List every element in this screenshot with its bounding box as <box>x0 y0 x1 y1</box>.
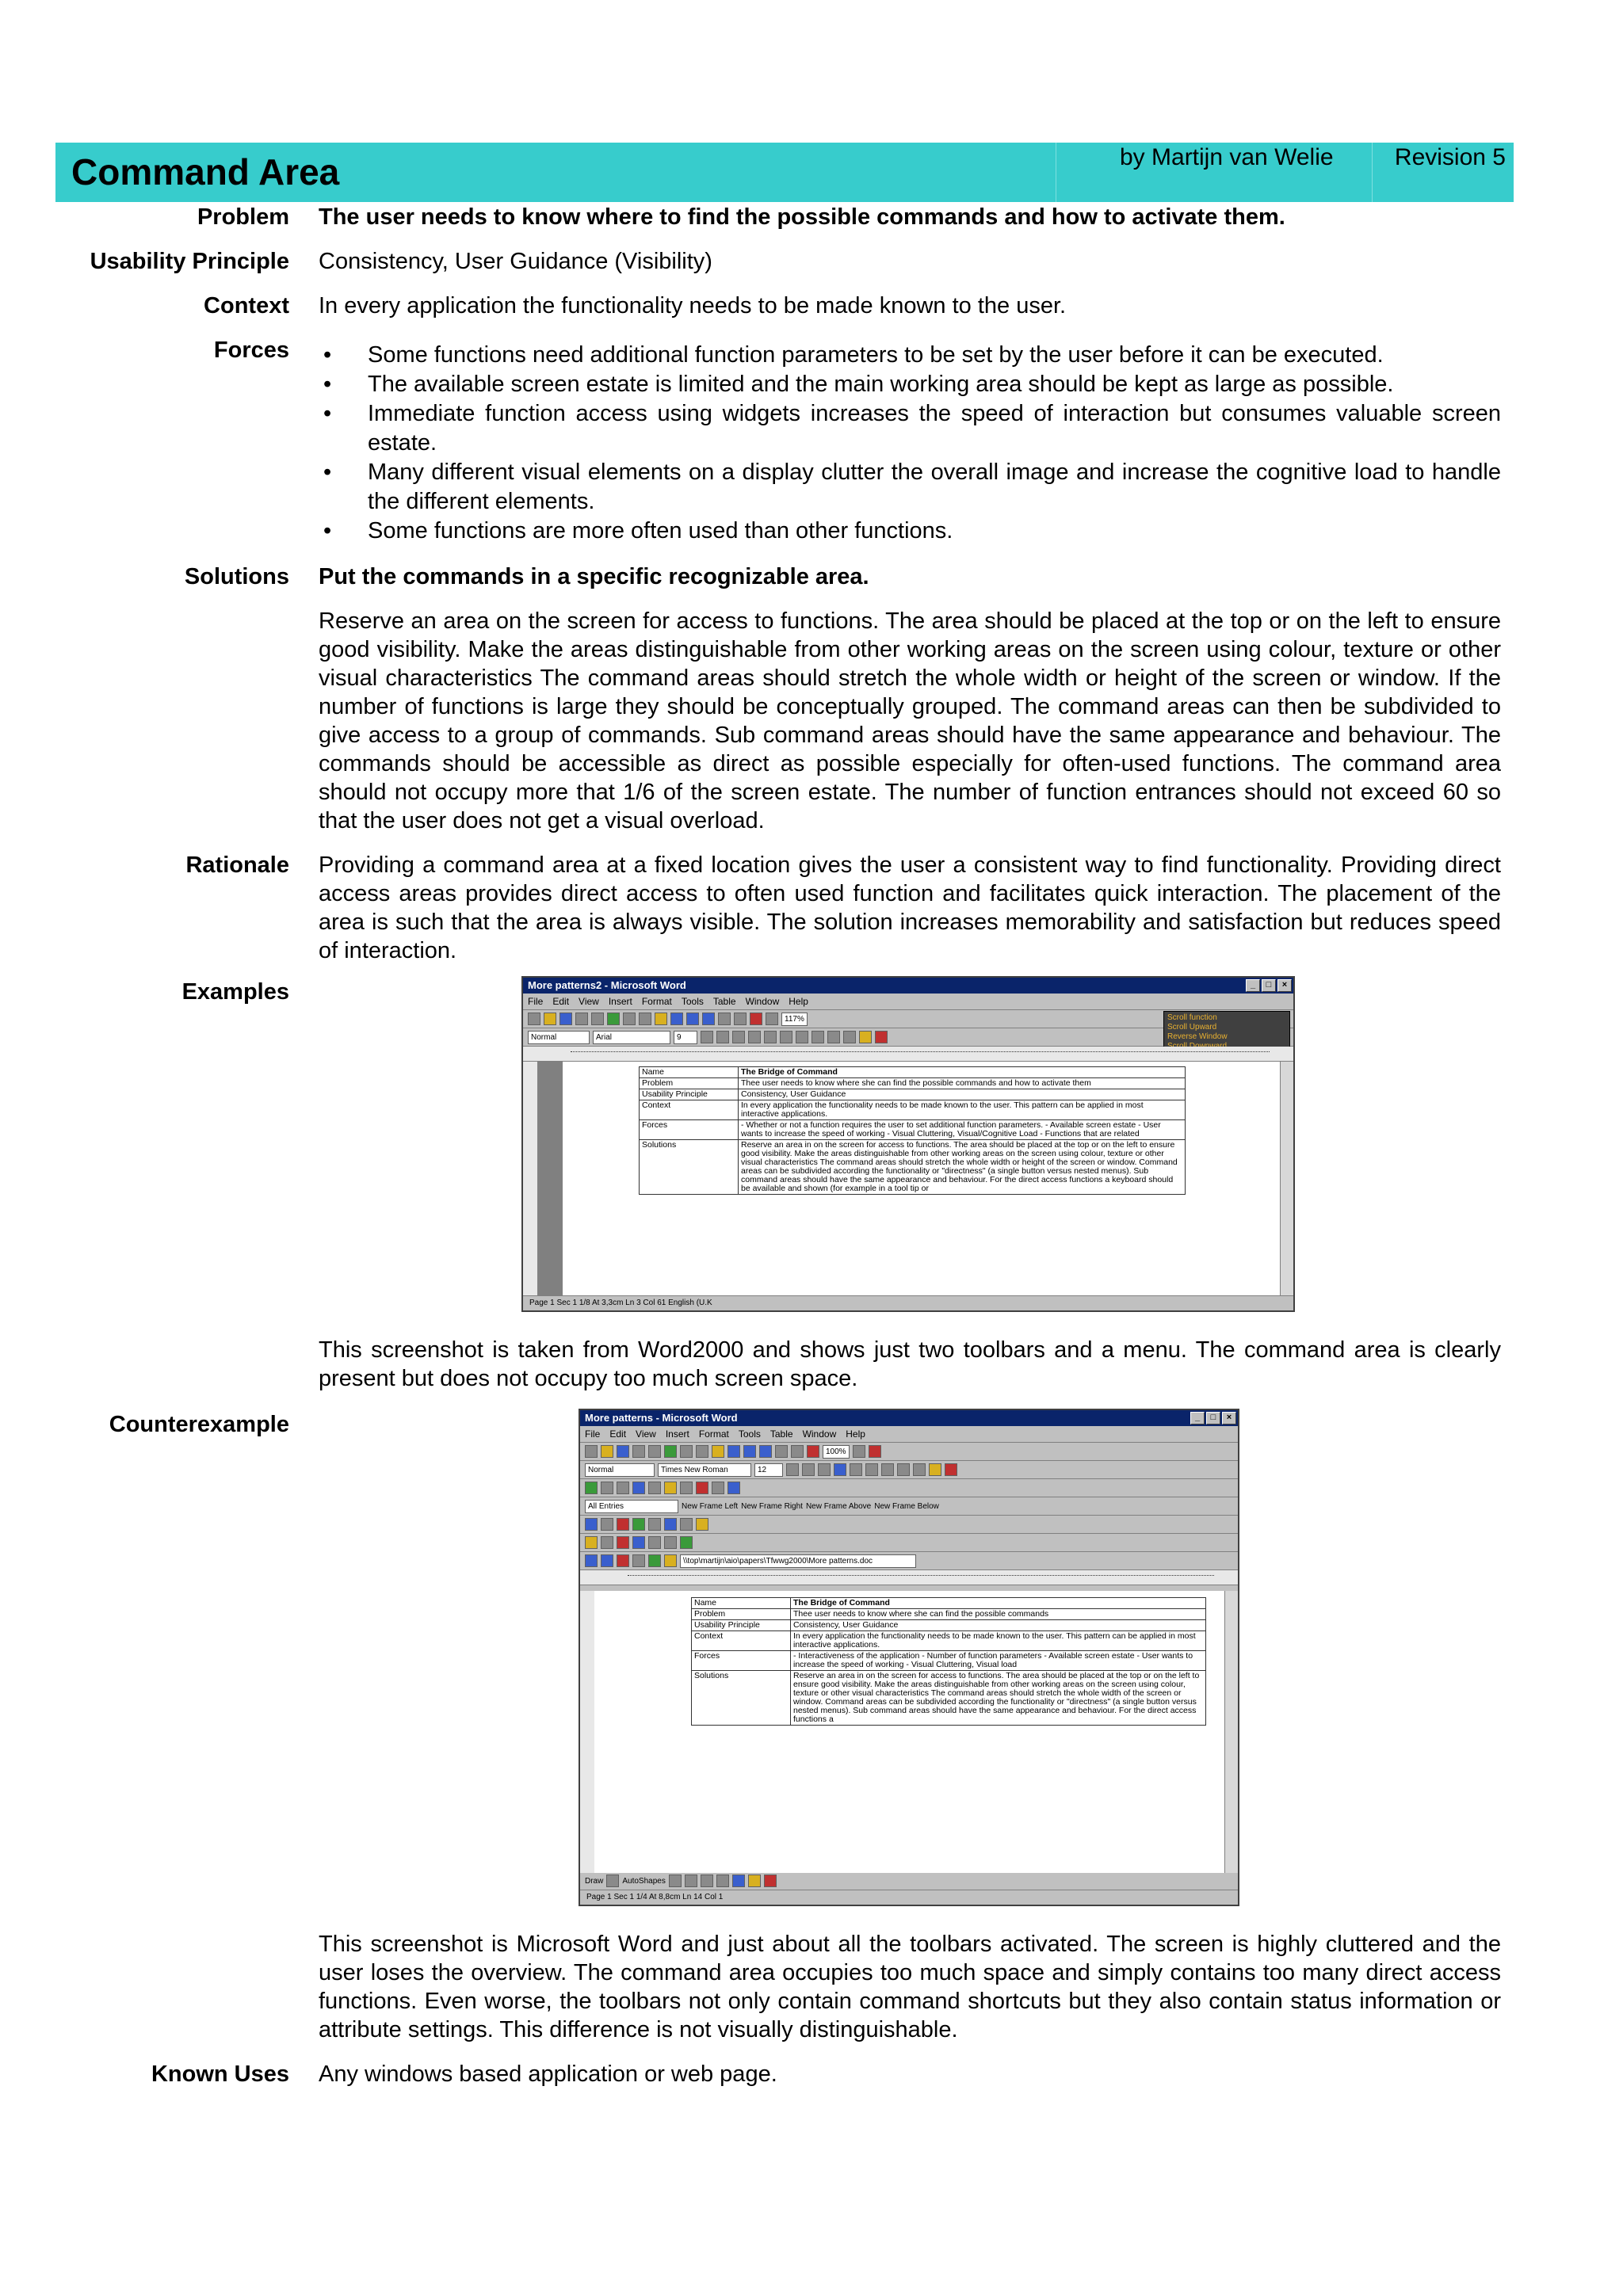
sort-icon[interactable] <box>632 1518 645 1531</box>
align-right-icon[interactable] <box>780 1031 792 1043</box>
doc-table-key: Forces <box>692 1651 791 1671</box>
doc-table-key: Forces <box>640 1120 739 1140</box>
example-vertical-ruler <box>523 1062 538 1296</box>
counter-standard-toolbar <box>580 1443 1238 1461</box>
menu-format[interactable]: Format <box>698 1428 729 1440</box>
solutions-text: Reserve an area on the screen for access to functions. The area should be placed at the top or on the left to ensure good visibility. Make the areas distinguishable from other working areas on the screen using colour, texture or other visual characteristics The command areas should stretch the whole width or height of the screen or window. If the number of functions is large they should be conceptually grouped. The command areas can then be subdivided to give access to a group of commands. Sub command areas should have the same appearance and behaviour. The commands should be accessible as direct as possible especially for often-used functions. The command area should not occupy more that 1/6 of the screen estate. The number of function entrances should not exceed 60 so that the user does not get a visual overload. <box>319 608 1501 833</box>
forces-item: • Immediate function access using widgets increases the speed of interaction but consumes valuable screen estate. <box>319 399 1501 458</box>
menu-format[interactable]: Format <box>641 996 672 1007</box>
preview-icon[interactable] <box>648 1445 661 1458</box>
paste-all-icon[interactable] <box>664 1482 677 1494</box>
comment-icon[interactable] <box>601 1518 613 1531</box>
context-text: In every application the functionality needs to be made known to the user. <box>319 293 1067 318</box>
solutions-label: Solutions <box>184 564 289 589</box>
arrow-icon[interactable] <box>685 1875 697 1887</box>
menu-insert[interactable]: Insert <box>608 996 632 1007</box>
menu-window[interactable]: Window <box>745 996 780 1007</box>
revision-label: Revision 5 <box>1394 144 1506 170</box>
doc-table-key: Name <box>640 1067 739 1078</box>
doc-table-key: Solutions <box>692 1671 791 1726</box>
counter-forms-toolbar <box>580 1479 1238 1497</box>
drawing-icon[interactable] <box>807 1445 819 1458</box>
doc-table-key: Context <box>640 1100 739 1120</box>
example-window-title: More patterns2 - Microsoft Word <box>528 979 686 991</box>
redo-icon[interactable] <box>686 1013 699 1025</box>
columns-icon[interactable] <box>734 1013 747 1025</box>
shapes-icon[interactable] <box>601 1536 613 1549</box>
counter-statusbar: Page 1 Sec 1 1/4 At 8,8cm Ln 14 Col 1 <box>580 1890 1238 1905</box>
rationale-label: Rationale <box>185 852 289 878</box>
counter-titlebar <box>580 1410 1238 1426</box>
doc-table-key: Name <box>692 1598 791 1609</box>
filter-icon[interactable] <box>648 1518 661 1531</box>
font-color-icon[interactable] <box>945 1463 957 1476</box>
counter-menubar <box>580 1426 1238 1443</box>
macro-icon[interactable] <box>696 1518 708 1531</box>
pattern-title: Command Area <box>71 151 340 193</box>
counter-vertical-ruler <box>580 1591 595 1873</box>
back-icon[interactable] <box>585 1554 598 1567</box>
counter-review-toolbar <box>580 1516 1238 1534</box>
frame-above-button[interactable]: New Frame Above <box>805 1501 872 1511</box>
example-menubar <box>523 994 1293 1010</box>
doc-table-value: In every application the functionality needs to be made known to the user. This pattern can be applied in most interactive applications. <box>791 1631 1206 1651</box>
address-input[interactable]: \\top\martijn\aio\papers\Tfwwg2000\More patterns.doc <box>680 1554 916 1568</box>
author-line: by Martijn van Welie <box>1056 143 1373 202</box>
frame-below-button[interactable]: New Frame Below <box>874 1501 939 1511</box>
control-icon[interactable] <box>632 1482 645 1494</box>
bold-icon[interactable] <box>786 1463 799 1476</box>
checkbox-icon[interactable] <box>601 1482 613 1494</box>
counter-draw-toolbar <box>580 1872 1238 1890</box>
open-icon[interactable] <box>601 1445 613 1458</box>
close-icon: × <box>1277 979 1292 992</box>
crop-icon[interactable] <box>632 1536 645 1549</box>
menu-window[interactable]: Window <box>802 1428 837 1440</box>
font-select[interactable]: Arial <box>593 1031 670 1044</box>
review-icon[interactable] <box>585 1518 598 1531</box>
open-icon[interactable] <box>544 1013 556 1025</box>
favorites-icon[interactable] <box>664 1554 677 1567</box>
menu-help[interactable]: Help <box>846 1428 865 1440</box>
menu-edit[interactable]: Edit <box>609 1428 627 1440</box>
security-icon[interactable] <box>664 1518 677 1531</box>
line-icon[interactable] <box>669 1875 682 1887</box>
print-icon[interactable] <box>632 1445 645 1458</box>
pilcrow-icon[interactable] <box>766 1013 778 1025</box>
spell-icon[interactable] <box>664 1445 677 1458</box>
forces-label: Forces <box>213 338 289 363</box>
forces-list <box>319 341 1501 546</box>
hyperlink-icon[interactable] <box>702 1013 715 1025</box>
menu-edit[interactable]: Edit <box>552 996 570 1007</box>
solutions-headline: Put the commands in a specific recognizable area. <box>319 564 869 589</box>
cut-icon[interactable] <box>623 1013 636 1025</box>
problem-label: Problem <box>197 204 289 230</box>
doc-table-value: Thee user needs to know where she can find the possible commands <box>791 1609 1206 1620</box>
autoshapes-menu[interactable]: AutoShapes <box>622 1876 666 1886</box>
counter-frames-toolbar <box>580 1497 1238 1516</box>
hyperlink-icon[interactable] <box>759 1445 772 1458</box>
known-uses-text: Any windows based application or web page. <box>319 2061 777 2087</box>
example-document-area <box>523 1062 1293 1296</box>
menu-file[interactable]: File <box>528 996 544 1007</box>
forces-item: • Some functions are more often used than other functions. <box>319 517 1501 546</box>
menu-table[interactable]: Table <box>712 996 736 1007</box>
align-left-icon[interactable] <box>748 1031 761 1043</box>
redo-icon[interactable] <box>743 1445 756 1458</box>
numbering-icon[interactable] <box>812 1031 824 1043</box>
popup-title: Scroll function <box>1167 1013 1217 1022</box>
new-icon[interactable] <box>528 1013 540 1025</box>
align-left-icon[interactable] <box>834 1463 846 1476</box>
paste-icon[interactable] <box>712 1445 724 1458</box>
frame-icon[interactable] <box>712 1482 724 1494</box>
textbox-icon[interactable] <box>648 1482 661 1494</box>
bullets-icon[interactable] <box>827 1031 840 1043</box>
justify-icon[interactable] <box>796 1031 808 1043</box>
menu-view[interactable]: View <box>636 1428 656 1440</box>
line-color-icon[interactable] <box>764 1875 777 1887</box>
example-titlebar <box>523 978 1293 994</box>
counter-doc-table <box>691 1597 1206 1726</box>
usability-text: Consistency, User Guidance (Visibility) <box>319 249 712 274</box>
track-icon[interactable] <box>617 1518 629 1531</box>
minimize-icon: _ <box>1246 979 1260 992</box>
doc-table-value: The Bridge of Command <box>791 1598 1206 1609</box>
abl-icon[interactable] <box>696 1482 708 1494</box>
entries-select[interactable]: All Entries <box>585 1500 678 1513</box>
forward-icon[interactable] <box>601 1554 613 1567</box>
oval-icon[interactable] <box>716 1875 729 1887</box>
align-center-icon[interactable] <box>764 1031 777 1043</box>
counter-drawing-toolbar <box>580 1534 1238 1552</box>
align-center-icon[interactable] <box>850 1463 862 1476</box>
zoom-select[interactable]: 100% <box>823 1445 850 1459</box>
stop-icon[interactable] <box>617 1554 629 1567</box>
size-select[interactable]: 12 <box>754 1463 783 1477</box>
items-icon[interactable] <box>680 1482 693 1494</box>
style-select[interactable]: Normal <box>528 1031 590 1044</box>
draw-menu[interactable]: Draw <box>585 1876 604 1886</box>
print-icon[interactable] <box>575 1013 588 1025</box>
doc-table-key: Context <box>692 1631 791 1651</box>
doc-table-value: The Bridge of Command <box>739 1067 1186 1078</box>
underline-icon[interactable] <box>732 1031 745 1043</box>
doc-table-value: Reserve an area in on the screen for access to functions. The area should be placed at the top or on the left to ensure good visibility. Make the areas distinguishable from other working areas on the screen using colour, texture or other visual characteristics The command areas should stretch the whole width or height of the screen or window. Command areas can be subdivided according the functionality or "directness" (a single button versus nested menus). Sub command areas should have the same appearance and behaviour. For the direct access functions a keyboard should be available and shown (for example in a tool tip or <box>739 1140 1186 1195</box>
preview-icon[interactable] <box>591 1013 604 1025</box>
counter-document-area <box>580 1591 1238 1873</box>
example-vertical-scrollbar[interactable] <box>1280 1062 1293 1296</box>
frame-right-button[interactable]: New Frame Right <box>741 1501 803 1511</box>
fill-icon[interactable] <box>680 1536 693 1549</box>
rationale-text: Providing a command area at a fixed location gives the user a consistent way to find functionality. Providing direct access areas provides direct access to often used function and facilitates quick interaction. The placement of the area is such that the area is always visible. The solution increases memorability and satisfaction but reduces speed of interaction. <box>319 852 1501 963</box>
example-screenshot <box>521 976 1295 1312</box>
menu-table[interactable]: Table <box>769 1428 793 1440</box>
dash-style-icon[interactable] <box>664 1536 677 1549</box>
menu-tools[interactable]: Tools <box>738 1428 761 1440</box>
textbox-icon[interactable] <box>732 1875 745 1887</box>
size-select[interactable]: 9 <box>674 1031 697 1044</box>
usability-label: Usability Principle <box>90 249 289 274</box>
doc-table-key: Usability Principle <box>692 1620 791 1631</box>
doc-table-value: Consistency, User Guidance <box>791 1620 1206 1631</box>
font-color-icon[interactable] <box>875 1031 888 1043</box>
tools-icon[interactable] <box>680 1518 693 1531</box>
columns-icon[interactable] <box>791 1445 804 1458</box>
forces-item: • The available screen estate is limited and the main working area should be kept as large as possible. <box>319 370 1501 399</box>
menu-file[interactable]: File <box>585 1428 601 1440</box>
menu-view[interactable]: View <box>579 996 599 1007</box>
maximize-icon: □ <box>1262 979 1276 992</box>
picture-icon[interactable] <box>617 1536 629 1549</box>
italic-icon[interactable] <box>716 1031 729 1043</box>
doc-table-value: Thee user needs to know where she can find the possible commands and how to activate them <box>739 1078 1186 1089</box>
highlight-icon[interactable] <box>859 1031 872 1043</box>
underline-icon[interactable] <box>818 1463 831 1476</box>
example-statusbar: Page 1 Sec 1 1/8 At 3,3cm Ln 3 Col 61 English (U.K <box>523 1295 1293 1310</box>
form-icon[interactable] <box>585 1482 598 1494</box>
border-icon[interactable] <box>843 1031 856 1043</box>
menu-insert[interactable]: Insert <box>665 1428 689 1440</box>
example-ruler <box>523 1047 1293 1062</box>
refresh-icon[interactable] <box>632 1554 645 1567</box>
new-icon[interactable] <box>585 1445 598 1458</box>
counter-ruler <box>580 1570 1238 1585</box>
example-doc-table <box>639 1066 1186 1195</box>
doc-table-key: Solutions <box>640 1140 739 1195</box>
doc-table-value: - Whether or not a function requires the user to set additional function parameters. - Available screen estate - User wants to increase the speed of working - Visual Cluttering, Visual/Cognitive Load - Functions that are related <box>739 1120 1186 1140</box>
examples-caption: This screenshot is taken from Word2000 and shows just two toolbars and a menu. The command area is clearly present but does not occupy too much screen space. <box>319 1337 1501 1391</box>
style-select[interactable]: Normal <box>585 1463 655 1477</box>
save-icon[interactable] <box>559 1013 572 1025</box>
properties-icon[interactable] <box>727 1482 740 1494</box>
counterexample-caption: This screenshot is Microsoft Word and just about all the toolbars activated. The screen is highly cluttered and the user loses the overview. The command area occupies too much space and simply contains too many direct access functions. Even worse, the toolbars not only contain command shortcuts but they also contain status information or attribute settings. This difference is not visually distinguishable. <box>319 1932 1501 2042</box>
table-icon[interactable] <box>775 1445 788 1458</box>
bold-icon[interactable] <box>701 1031 713 1043</box>
bullets-icon[interactable] <box>913 1463 926 1476</box>
undo-icon[interactable] <box>727 1445 740 1458</box>
counter-window-title: More patterns - Microsoft Word <box>585 1412 738 1424</box>
counter-format-toolbar <box>580 1461 1238 1479</box>
fill-color-icon[interactable] <box>748 1875 761 1887</box>
italic-icon[interactable] <box>802 1463 815 1476</box>
counter-vertical-scrollbar[interactable] <box>1224 1591 1238 1873</box>
pattern-header <box>55 143 1514 202</box>
doc-table-key: Usability Principle <box>640 1089 739 1100</box>
examples-label: Examples <box>181 979 289 1005</box>
table-icon[interactable] <box>718 1013 731 1025</box>
context-label: Context <box>204 293 289 318</box>
menu-help[interactable]: Help <box>789 996 808 1007</box>
doc-table-value: Reserve an area in on the screen for access to functions. The area should be placed at the top or on the left to ensure good visibility. Make the areas distinguishable from other working areas on the screen using colour, texture or other visual characteristics The command areas should stretch the whole width of the screen or window. Command areas can be subdivided according the functionality or "directness" (a single button versus nested menus). Sub command areas should have the same appearance and behaviour. For the direct access functions a <box>791 1671 1206 1726</box>
problem-text: The user needs to know where to find the possible commands and how to activate them. <box>319 204 1285 230</box>
rectangle-icon[interactable] <box>701 1875 713 1887</box>
cut-icon[interactable] <box>680 1445 693 1458</box>
align-right-icon[interactable] <box>865 1463 878 1476</box>
counterexample-screenshot <box>579 1409 1239 1906</box>
copy-icon[interactable] <box>639 1013 651 1025</box>
copy-icon[interactable] <box>696 1445 708 1458</box>
undo-icon[interactable] <box>670 1013 683 1025</box>
maximize-icon: □ <box>1206 1412 1220 1425</box>
spell-icon[interactable] <box>607 1013 620 1025</box>
counter-web-toolbar <box>580 1552 1238 1570</box>
menu-tools[interactable]: Tools <box>681 996 704 1007</box>
forces-item: • Some functions need additional function parameters to be set by the user before it can be executed. <box>319 341 1501 370</box>
known-uses-label: Known Uses <box>151 2061 289 2087</box>
numbering-icon[interactable] <box>897 1463 910 1476</box>
forces-item: • Many different visual elements on a display clutter the overall image and increase the cognitive load to handle the different elements. <box>319 458 1501 517</box>
doc-table-key: Problem <box>640 1078 739 1089</box>
select-icon[interactable] <box>606 1875 619 1887</box>
highlight-icon[interactable] <box>929 1463 941 1476</box>
zoom-select[interactable]: 117% <box>781 1013 808 1026</box>
popup-item[interactable]: Reverse Window <box>1167 1032 1228 1041</box>
paste-icon[interactable] <box>655 1013 667 1025</box>
doc-table-value: In every application the functionality needs to be made known to the user. This pattern can be applied in most interactive applications. <box>739 1100 1186 1120</box>
close-icon: × <box>1222 1412 1236 1425</box>
listbox-icon[interactable] <box>617 1482 629 1494</box>
record-icon[interactable] <box>869 1445 881 1458</box>
folder-icon[interactable] <box>585 1536 598 1549</box>
counterexample-label: Counterexample <box>109 1412 289 1437</box>
drawing-icon[interactable] <box>750 1013 762 1025</box>
doc-table-key: Problem <box>692 1609 791 1620</box>
font-select[interactable]: Times New Roman <box>658 1463 751 1477</box>
doc-table-value: - Interactiveness of the application - Number of function parameters - Available screen estate - User wants to increase the speed of working - Visual Cluttering, Visual load <box>791 1651 1206 1671</box>
justify-icon[interactable] <box>881 1463 894 1476</box>
minimize-icon: _ <box>1190 1412 1205 1425</box>
frame-left-button[interactable]: New Frame Left <box>682 1501 739 1511</box>
help-icon[interactable] <box>853 1445 865 1458</box>
popup-item[interactable]: Scroll Upward <box>1167 1023 1217 1032</box>
save-icon[interactable] <box>617 1445 629 1458</box>
line-style-icon[interactable] <box>648 1536 661 1549</box>
home-icon[interactable] <box>648 1554 661 1567</box>
doc-table-value: Consistency, User Guidance <box>739 1089 1186 1100</box>
